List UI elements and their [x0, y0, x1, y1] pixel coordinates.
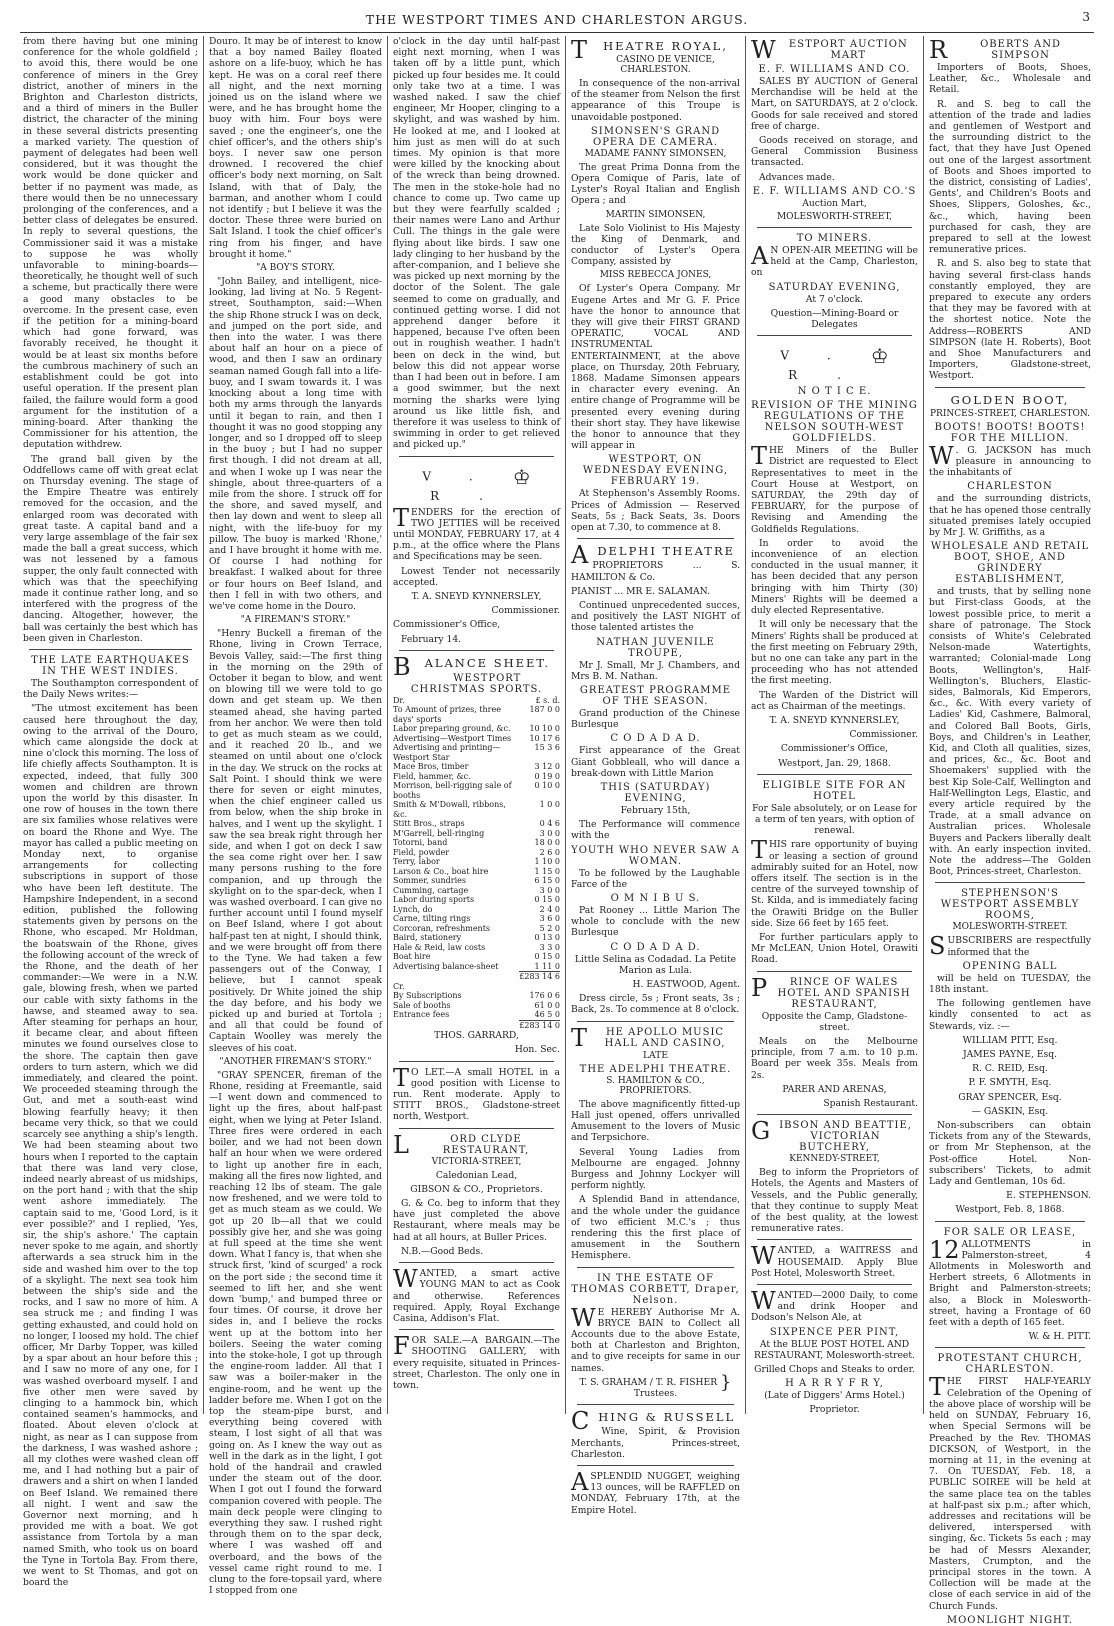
article-text: Douro. It may be of interest to know that a boy named Bailey floated ashore on a life-buoy, which he has kept. He was on a coral reef there all night, and the next morning joined us on the island where we were, and he has brought home the buoy with him. Four boys were saved ; one the engineer's, one the chief officer's, and the others ship's boys. I never saw one person drowned. I recovered the chief officer's body next morning, on Salt Island, with that of Daly, the barman, and another whom I could not identify ; but I believe it was the doctor. These three were buried on Salt Island. I took the chief officer's ring from his finger, and have brought it home." [209, 36, 382, 260]
signature: PARER AND ARENAS, [782, 1083, 887, 1095]
advert-heading: L ORD CLYDE RESTAURANT, [393, 1130, 530, 1159]
drop-cap: W [751, 1242, 776, 1271]
balance-row: Advertising—Westport Times 10 17 6 [393, 733, 560, 743]
advert-subheading: VICTORIA-STREET, [431, 1156, 522, 1167]
advert-subheading: MARTIN SIMONSEN, [605, 209, 706, 220]
balance-row: Smith & M'Dowall, ribbons, &c. 1 0 0 [393, 800, 560, 819]
advert-heading: YOUTH WHO NEVER SAW A WOMAN. [571, 844, 740, 867]
advert-heading: ELIGIBLE SITE FOR AN HOTEL [762, 779, 907, 802]
signature: T. A. SNEYD KYNNERSLEY, [769, 714, 900, 726]
cr-label: Cr. [393, 981, 405, 991]
advert-text: and trusts, that by selling none but First-class Goods, at the lowest possible price, to merit a share of patronage. The Stock consists of White's Celebrated Nelson-made Watertights, warranted; Colonial-made Long Boots, Wellington's, Half-Wellington's, Bluchers, Elastic-sides, Balmorals, Kid Emperors, &c., &c. With every variety of Ladies' Kid, Cashmere, Balmoral, and Colored Ball Boots, Girls, Boys, and Children's in Leather, Kid, and Cloth all qualities, sizes, and prices, &c., &c. Boot and Shoemakers' supplied with the best Kip Sole-Calf, Wellington and Half-Wellington Legs, Elastic, and every article required by the Trade, at a small advance on Australian prices. Wholesale Buyers and Packers liberally dealt with. An early inspection invited. Note the address—The Golden Boot, Princes-street, Charleston. [929, 586, 1091, 878]
advert-line: At the BLUE POST HOTEL AND RESTAURANT, Molesworth-street. [754, 1338, 915, 1361]
column-6 [924, 36, 1096, 1626]
advert-text: Grand production of the Chinese Burlesque [571, 707, 740, 731]
article-text: o'clock in the day until half-past eight next morning, when I was taken off by a little punt, which picked up four besides me. It could only take two at a time. I was washed naked. I saw the chief engineer, Mr Hooper, clinging to a skylight, and was washed by him. He looked at me, and I looked at him just as men will do at such times. My opinion is that more were killed by the knocking about of the wreck than being drowned. The men in the stoke-hole had no chance to come up. Two came up but they were fearfully scalded ; their names were Lano and Arthur Cull. The things in the gale were flying about like birds. I saw one lady clinging to her husband by the after-companion, and I believe she was picked up next morning by the doctor of the Solent. The gale seemed to come on gradually, and continued getting worse. I did not apprehend danger before it happened, because I've often been out in roughish weather. I hadn't been on deck in the wind, but below this did not appear worse than I had been out in before. I am a good swimmer, but the next morning the sharks were lying around us like little fish, and therefore it was useless to think of swimming in order to get relieved and picked up." [393, 36, 560, 451]
balance-row: Cumming, cartage 3 0 0 [393, 885, 560, 895]
balance-row: Field, hammer, &c. 0 19 0 [393, 771, 560, 781]
advert-heading: NATHAN JUVENILE TROUPE, [596, 636, 715, 659]
advert-line: Grilled Chops and Steaks to order. [754, 1364, 915, 1376]
advert-line: H. EASTWOOD, Agent. [632, 978, 740, 990]
drop-cap: T [393, 1063, 410, 1092]
date: Westport, Feb. 8, 1868. [955, 1204, 1065, 1216]
advert-heading: P RINCE OF WALES HOTEL AND SPANISH RESTAURANT, [751, 973, 911, 1010]
balance-sheet-subheading: WESTPORT CHRISTMAS SPORTS. [410, 672, 543, 695]
drop-cap: P [751, 973, 769, 1002]
article-text: The grand ball given by the Oddfellows came off with great eclat on Thursday evening. The stage of the Empire Theatre was entirely removed for the occasion, and the enlarged room was decorated with great taste. A capital band and a very large assemblage of the fair sex made the ball a great success, which was not lessened by a famous supper, the only fault connected with which was that the speechifying made it continue rather long, and so interfered with the progress of the dancing. Altogether, however, the ball was certainly the best which has been given in Charleston. [23, 453, 198, 644]
balance-row: Advertising and printing—Westport Star 15 3 6 [393, 743, 560, 762]
drop-cap: T [571, 36, 590, 64]
balance-row: Field, powder 2 6 0 [393, 847, 560, 857]
advert-heading: OPENING BALL [962, 960, 1058, 972]
advert-subheading: MISS REBECCA JONES, [599, 270, 712, 281]
advert-text: G. & Co. beg to inform that they have just completed the above Restaurant, where meals may be had at all hours, at Buller Prices. [393, 1198, 560, 1243]
advert-heading: THIS (SATURDAY) EVENING, [600, 781, 711, 804]
column-3 [388, 36, 566, 1414]
advert-subheading: KENNEDY-STREET, [789, 1154, 880, 1165]
divider [399, 650, 554, 651]
drop-cap: B [393, 652, 413, 681]
divider [577, 1267, 734, 1268]
advert-text: WANTED—2000 Daily, to come and drink Hooper and Dodson's Nelson Ale, at [751, 1287, 918, 1324]
advert-heading: BOOTS! BOOTS! BOOTS! FOR THE MILLION. [934, 421, 1086, 444]
dr-label: Dr. [393, 695, 405, 705]
advert-text: Continued unprecedented succes, and positively the LAST NIGHT of those talented artistes the [571, 599, 740, 634]
advert-heading: W ESTPORT AUCTION MART [751, 36, 908, 64]
balance-sheet-heading: B ALANCE SHEET. [393, 652, 551, 681]
divider [577, 1021, 734, 1022]
article-subheading: "A BOY'S STORY. [256, 263, 335, 274]
advert-heading: MOONLIGHT NIGHT. [946, 1614, 1074, 1626]
advert-heading: R OBERTS AND SIMPSON [929, 36, 1061, 64]
drop-cap: A [571, 1467, 589, 1496]
advert-heading: C O D A D A D. [610, 941, 701, 953]
advert-text: Late Solo Violinist to His Majesty the King of Denmark, and conductor of Lyster's Opera Company, assisted by [571, 222, 740, 268]
advert-subheading: MOLESWORTH-STREET, [776, 212, 893, 223]
column-1 [18, 36, 204, 1589]
date: Westport, Jan. 29, 1868. [778, 757, 891, 769]
article-text: "The utmost excitement has been caused here throughout the day, owing to the arrival of the Douro, which came alongside the dock at nine o'clock this morning. The loss of life chiefly affects Southampton. It is expected, indeed, that fully 300 women and children are thrown upon the world by this disaster. In one row of houses in the town there are six families whose relatives were on board the Rhone and Wye. The mayor has called a public meeting on Monday next, to organise arrangements for collecting subscriptions in support of those who have been left destitute. The Hampshire Independent, in a second edition, published the following statements given by persons on the Rhone, who escaped. Mr Holdman, the boatswain of the Rhone, gives the following account of the wreck of the Rhone, and the death of her commander:—We were in a N.W. gale, blowing fresh, when we parted our cable with sixty fathoms in the hawse, and steamed away to sea. After steaming for perhaps an hour, it became clear, and about fifteen minutes we found ourselves close to the shore. The captain then gave orders to turn astern, which we did immediately, and cleared the point. We proceeded steaming through the Gut, and met a south-east wind blowing fearfully heavy; it then became very thick, so that we could scarcely see anything a ship's length. We had been steaming about two hours when I reported to the captain that there was land very close, indeed nearly abreast of us midships, on the port hand ; with that the ship went ashore immediately. The captain said to me, 'Good Lord, is it ever possible?' and I replied, 'Yes, sir, the ship's ashore.' The captain never spoke to me again, and shortly afterwards a sea struck him in the side and washed him over to the top of a skylight. The next sea took him between the ship's side and the rocks, and I saw no more of him. A sea struck me ; and finding I was getting exhausted, and could hold on no longer, I loosed my hold. The chief officer, Mr Darby Topper, was killed by a spar about an hour before this ; and I saw no more of any one, for I was washed overboard myself. I and five other men were saved by clinging to a hammock bin, which contained seamen's hammocks, and floated. About eleven o'clock at night, as near as I can suppose from the darkness, I was washed ashore ; all my clothes were washed clean off me, and I had nothing but a pair of drawers and a shirt on when I landed on Beef Island. We remained there all night. I went and saw the Governor next morning, and h provided me with a boat. We got assistance from Tortola by a man named Smith, who took us on board the Tyne in Tortola Bay. From there, we went to St Thomas, and got on board the [23, 703, 198, 1589]
divider [935, 387, 1085, 388]
masthead-title: THE WESTPORT TIMES AND CHARLESTON ARGUS. [365, 11, 749, 27]
trustees: T. S. GRAHAM / T. R. FISHER } Trustees. [579, 1371, 732, 1400]
divider [399, 456, 554, 457]
advert-sale: FOR SALE.—A BARGAIN.—The SHOOTING GALLERY, with every requisite, situated in Princes-street, Charleston. The only one in town. [393, 1332, 560, 1391]
office: Commissioner's Office, [393, 619, 501, 631]
drop-cap: S [929, 932, 946, 961]
lsd-label: £ s. d. [535, 695, 560, 705]
balance-row: Mace Bros, timber 3 12 0 [393, 762, 560, 772]
divider [577, 1465, 734, 1466]
drop-cap: R [929, 36, 949, 64]
advert-text: Wine, Spirit, & Provision Merchants, Princes-street, Charleston. [571, 1426, 740, 1460]
balance-row: To Amount of prizes, three days' sports 187 0 0 [393, 705, 560, 724]
advert-text: The Warden of the District will act as Chairman of the meetings. [751, 689, 918, 712]
advert-heading: SATURDAY EVENING, [768, 281, 901, 293]
drop-number: 12 [929, 1235, 960, 1264]
tender-notice: TENDERS for the erection of TWO JETTIES will be received until MONDAY, FEBRUARY 17, at 4 p.m., at the office where the Plans and Specifications may be seen. [393, 503, 560, 563]
advert-heading: SIMONSEN'S GRAND OPERA DE CAMERA. [590, 125, 721, 148]
advert-line: Proprietor. [809, 1404, 860, 1416]
advert-line: (Late of Diggers' Arms Hotel.) [764, 1390, 905, 1402]
advert-text: Goods received on storage, and General Commission Business transacted. [751, 135, 918, 169]
advert-line: LATE [642, 1049, 669, 1061]
advert-heading: FOR SALE OR LEASE, [943, 1226, 1077, 1238]
divider [757, 774, 912, 775]
balance-row: Carne, tilting rings 3 6 0 [393, 914, 560, 924]
advert-text: Of Lyster's Opera Company. Mr Eugene Artes and Mr G. F. Price have the honor to announce that they will give their FIRST GRAND OPERATIC, VOCAL AND INSTRUMENTAL ENTERTAINMENT, at the above place, on Thursday, 20th February, 1868. Madame Simonsen appears in character every evening. An entire change of Programme will be presented every evening during their short stay. They have likewise the honor to announce that they will appear in [571, 283, 740, 452]
advert-heading: WESTPORT, ON WEDNESDAY EVENING, FEBRUARY 19. [582, 454, 729, 488]
divider [757, 227, 912, 228]
balance-row: Lynch, do 2 4 0 [393, 904, 560, 914]
advert-text: In consequence of the non-arrival of the steamer from Nelson the first appearance of this Troupe is unavoidable postponed. [571, 78, 740, 123]
steward-name: P. F. SMYTH, Esq. [968, 1077, 1052, 1089]
advert-heading: T HE APOLLO MUSIC HALL AND CASINO, [571, 1023, 726, 1052]
advert-subheading: PRINCES-STREET, CHARLESTON. [929, 408, 1090, 419]
article-text: The Southampton correspondent of the Daily News writes:— [23, 677, 198, 701]
drop-cap: T [751, 442, 768, 471]
advert-text: Pat Rooney ... Little Marion The whole to conclude with the new Burlesque [571, 904, 740, 939]
advert-text: In order to avoid the inconvenience of an election conducted in the usual manner, it has been decided that any person bringing with him Thirty (30) Miners' Rights will be deemed a duly elected Representative. [751, 537, 918, 617]
drop-cap: T [571, 1023, 589, 1052]
advert-heading: O M N I B U S. [610, 892, 701, 904]
steward-name: WILLIAM PITT, Esq. [962, 1034, 1058, 1046]
advert-text: R. and S. also beg to state that having several first-class hands constantly employed, they are prepared to execute any orders that they may be favored with at the shortest notice. Note the Address—ROBERTS AND SIMPSON (late H. Roberts), Boot and Shoe Manufacturers and Importers, Gladstone-street, Westport. [929, 258, 1091, 382]
balance-row: By Subscriptions 176 0 6 [393, 991, 560, 1001]
advert-text: For further particulars apply to Mr McLEAN, Union Hotel, Orawiti Road. [751, 931, 918, 966]
divider [935, 1347, 1085, 1348]
advert-text: WANTED, a WAITRESS and HOUSEMAID. Apply Blue Post Hotel, Molesworth Street. [751, 1242, 918, 1279]
drop-cap: W [393, 1265, 418, 1294]
advert-text: The following gentlemen have kindly consented to act as Stewards, viz. :— [929, 998, 1091, 1032]
advert-text: N.B.—Good Beds. [401, 1245, 484, 1257]
advert-heading: PROTESTANT CHURCH, CHARLESTON. [937, 1353, 1083, 1376]
advert-heading: WHOLESALE AND RETAIL BOOT, SHOE, AND GRINDERY ESTABLISHMENT, [930, 541, 1090, 586]
total: £283 14 6 [519, 972, 560, 982]
columns [18, 36, 1096, 1626]
advert-text: Several Young Ladies from Melbourne are engaged. Johnny Burgess and Johnny Lockyer will perform nightly. [571, 1146, 740, 1192]
advert-text: A Splendid Band in attendance, and the whole under the guidance of two efficient M.C.'s ; thus rendering this the first place of amusement in the Southern Hemisphere. [571, 1194, 740, 1262]
article-text: "Henry Buckell a fireman of the Rhone, living in Crown Terrace, Bevois Valley, said:—The first thing in the morning on the 29th of October it began to blow, and went on blowing till we were told to go down and get steam up. We then steamed ahead, she having parted from her anchor. We were then told to get as much steam as we could, and it reached 20 lb., and we steamed on until about one o'clock in the day. We struck on the rocks at Salt Point. I should think we were there for seven or eight minutes, when the chief engineer called us from below, when the ship broke in halves, and I went up the skylight. I saw the sea break right through her side, and when I got on deck I saw the sea come right over her. I saw many persons rushing to the fore companion, and up through the skylight on to the spar-deck, when I was washed overboard. I can give no further account until I found myself on Beef Island, where I got about half-past ten at night, I should think, and we were brought off from there to the Tyne. We had taken a few passengers out of the Conway, I believe, but I cannot speak positively. Dr White joined the ship the day before, and his body we picked up and buried at Tortola ; and all that could be found of Captain Woolley was merely the sleeves of his coat. [209, 628, 382, 1054]
divider [757, 1239, 912, 1240]
advert-heading: STEPHENSON'S WESTPORT ASSEMBLY ROOMS, [940, 888, 1080, 922]
masthead [20, 6, 1094, 33]
stewards-list [929, 1035, 1091, 1117]
drop-cap: C [571, 1407, 592, 1436]
drop-cap: W [751, 1287, 776, 1316]
advert-heading: TO MINERS. [796, 233, 873, 245]
divider [577, 538, 734, 539]
divider [399, 1329, 554, 1330]
balance-row: Advertising balance-sheet 1 11 0 [393, 961, 560, 971]
signature-role: Commissioner. [849, 729, 918, 741]
divider [577, 1404, 734, 1405]
advert-heading: THE ADELPHI THEATRE. [579, 1063, 732, 1075]
balance-row: Baird, stationery 0 13 0 [393, 933, 560, 943]
signature-role: Spanish Restaurant. [823, 1098, 918, 1109]
advert-text: The above magnificently fitted-up Hall just opened, offers unrivalled Amusement to the lovers of Music and Terpsichore. [571, 1098, 740, 1144]
royal-notice-header: V.♔R. [780, 344, 889, 383]
balance-row: Totorni, band 18 0 0 [393, 838, 560, 848]
date: February 14. [401, 633, 462, 645]
advert-heading: ADELPHI THEATRE [571, 541, 736, 570]
royal-crest-icon: ♔ [870, 344, 889, 369]
advert-subheading: S. HAMILTON & CO., PROPRIETORS. [606, 1075, 705, 1096]
royal-crest-icon: ♔ [512, 464, 531, 489]
advert-line: Auction Mart, [802, 197, 867, 209]
advert-text: At Stephenson's Assembly Rooms. Prices of Admission — Reserved Seats, 5s ; Back Seats, 3s. Doors open at 7.30, to commence at 8. [571, 488, 740, 534]
balance-row: M'Garrell, bell-ringing 3 0 0 [393, 828, 560, 838]
advert-text: Mr J. Small, Mr J. Chambers, and Mrs B. M. Nathan. [571, 659, 740, 682]
drop-cap: A [751, 242, 769, 271]
drop-cap: W [929, 441, 954, 470]
advert-text: To be followed by the Laughable Farce of the [571, 867, 740, 890]
page-number: 3 [1082, 10, 1090, 24]
signature: T. A. SNEYD KYNNERSLEY, [411, 590, 542, 602]
royal-notice-header: V.♔R. [422, 464, 531, 503]
column-2 [204, 36, 388, 1597]
balance-row: Boat hire 0 15 0 [393, 952, 560, 962]
office: Commissioner's Office, [780, 743, 889, 755]
advert-text: ASPLENDID NUGGET, weighing 13 ounces, will be RAFFLED on MONDAY, February 17th, at the Empire Hotel. [571, 1467, 740, 1516]
advert-heading: GREATEST PROGRAMME OF THE SEASON. [579, 684, 732, 707]
advert-text: Non-subscribers can obtain Tickets from any of the Stewards, or from Mr Stephenson, at the Post-office Hotel. Non-subscribers' Tickets, to admit Lady and Gentleman, 10s 6d. [929, 1120, 1091, 1188]
advert-text: SALES BY AUCTION of General Merchandise will be held at the Mart, on SATURDAYS, at 2 o'clock. Goods for sale received and stored free of charge. [751, 76, 918, 132]
advert-line: PROPRIETORS ... S. HAMILTON & Co. [571, 560, 740, 583]
advert-heading: N O T I C E. [797, 386, 872, 398]
drop-cap: T [393, 503, 410, 532]
advert-text: THE FIRST HALF-YEARLY Celebration of the Opening of the above place of worship will be held on SUNDAY, February 16, when Special Sermons will be Preached by the Rev. THOMAS DICKSON, of Westport, in the morning at 11, in the evening at 7. On TUESDAY, Feb. 18, a PUBLIC SOIREE will be held at the same place tea on the tables at half-past six p.m.; after which, addresses and recitations will be delivered, interspersed with singing, &c. Tickets 5s each ; may be had of Messrs Alexander, Masters, Crumpton, and the principal stores in the town. A Collection will be made at the close of each service in aid of the Church Funds. [929, 1373, 1091, 1612]
advert-text: will be held on TUESDAY, the 18th instant. [929, 972, 1091, 995]
advert-heading: C O D A D A D. [610, 733, 701, 745]
advert-heading: GIBSON AND BEATTIE, VICTORIAN BUTCHERY, [751, 1117, 912, 1154]
advert-tolet: T O LET.—A small HOTEL in a good position with License to run. Rent moderate. Apply to STITT BROS., Gladstone-street north, Westport. [393, 1063, 560, 1123]
steward-name: JAMES PAYNE, Esq. [962, 1049, 1058, 1061]
drop-cap: W [751, 36, 777, 64]
article-subheading: "ANOTHER FIREMAN'S STORY." [219, 1056, 372, 1067]
advert-text: It will only be necessary that the Miners' Rights shall be produced at the first meeting on February 29th, but no one can take any part in the proceeding who has not attended the first meeting. [751, 619, 918, 687]
advert-heading: E. F. WILLIAMS AND CO.'S [752, 185, 917, 197]
advert-line: February 15th, [620, 804, 691, 816]
balance-row: Labor preparing ground, &c. 10 10 0 [393, 724, 560, 734]
advert-text: For Sale absolutely, or on Lease for a term of ten years, with option of renewal. [752, 802, 917, 837]
divider [757, 335, 912, 336]
column-5 [746, 36, 924, 1414]
article-text: "GRAY SPENCER, fireman of the Rhone, residing at Freemantle, said—I went down and commenced to light up the fires, about half-past eight, when we lying at Peter Island. Three fires were ordered in each boiler, and we had not been down half an hour when we were ordered to light up another fire in each, making all the fires now lighted, and reaching 12 lbs of steam. The gale now freshened, and we were told to get as much steam as we could. We got up 20 lb—all that we could possibly give her, and she was going at full speed at the time she went down. What I fancy is, that when she struck first, 'kind of scurged' a rock on the port side ; the second time it seemed to lift her, and she went down 'bump,' and bumped three or four times. Of course, it drove her sides in, and I believe the rocks went up at the bottom into her boilers. Seeing the water coming into the stoke-hole, I got up through the engine-room ladder. All that I saw was a boiler-maker in the engine-room, and he went up the ladder before me. When I got on the top the steam-pipe burst, and everything being covered with steam, I lost sight of all that was going on. As I knew the way out as well in the dark as in the light, I got hold of the handrail and crawled under the steam out of the door. When I got out I found the forward companion covered with people. The main deck people were clinging to everything they saw. I rushed right through them on to the spar deck, where I was washed off and overboard, and the bows of the vessel came right round to me. I clung to the fore-topsail yard, where I stopped from one [209, 1069, 382, 1597]
advert-text: THE Miners of the Buller District are requested to Elect Representatives to meet in the Court House at Westport, on SATURDAY, the 29th day of FEBRUARY, for the purpose of Revising and Amending the Goldfields Regulations. [751, 442, 918, 535]
balance-row: Terry, labor 1 10 0 [393, 857, 560, 867]
advert-text: 12 ALLOTMENTS in Palmerston-street, 4 Allotments in Molesworth and Herbert streets, 6 Allotments in Bright and Palmerston-streets; also, a Block in Molesworth-street, having a Frontage of 60 feet with a depth of 165 feet. [929, 1235, 1091, 1329]
advert-text: R. and S. beg to call the attention of the trade and ladies and gentlemen of Westport and the surrounding district to the fact, that they have Just Opened out one of the largest assortment of Boots and Shoes imported to the district, consisting of Ladies', Gents', and Children's Boots and Shoes, Slippers, Goloshes, &c., &c., which, having been purchased for cash, they are prepared to sell at the lowest remunerative prices. [929, 98, 1091, 256]
drop-cap: W [571, 1303, 596, 1332]
advert-text: Advances made. [759, 171, 835, 183]
drop-cap: F [393, 1332, 410, 1361]
balance-row: Hale & Reid, law costs 3 3 0 [393, 942, 560, 952]
divider [757, 1114, 912, 1115]
drop-cap: T [929, 1373, 946, 1402]
advert-heading: H A R R Y F R Y, [785, 1378, 884, 1390]
advert-text: First appearance of the Great Giant Gobbleall, who will dance a break-down with Little Marion [571, 745, 740, 779]
advert-line: Caledonian Lead, [435, 1169, 518, 1181]
article-text: from there having but one mining conference for the whole goldfield ; to avoid this, there would be one conference of miners in the Grey district, another of miners in the Brighton and Charleston districts, and a third of miners in the Buller district, the character of the mining in these several districts presenting a marked variety. The question of payment of delegates had been well considered, but it was thought the work would be done quicker and better if no payment was made, as there would then be no unnecessary prolonging of the conferences, and a better class of delegates be ensured. In reply to several questions, the Commissioner said it was a mistake to suppose he was wholly unfavorable to mining-boards—theoretically, he thought well of such a scheme, but practically there were a good many obstacles to be overcome. In the present case, even if the petition for a mining-board which had gone forward, was favorably received, he thought it would be at least six months before the cumbrous machinery of such an establishment could be got into useful operation. If the present plan failed, the failure would form a good argument for the institution of a mining-board. After thanking the Commissioner for his attention, the deputation withdrew. [23, 36, 198, 451]
divider [757, 971, 912, 972]
advert-line: Opposite the Camp, Gladstone-street. [761, 1010, 908, 1033]
balance-row: Entrance fees 46 5 0 [393, 1010, 560, 1020]
divider [399, 1262, 554, 1263]
advert-heading: GOLDEN BOOT, [950, 392, 1070, 407]
divider [935, 882, 1085, 883]
advert-text: THIS rare opportunity of buying or leasing a section of ground admirably suited for an Hotel, now offers itself. The section is in the centre of the surveyed township of St. Kilda, and is immediately facing the Orawiti Bridge on the Buller side. Size 66 feet by 165 feet. [751, 836, 918, 929]
advert-subheading: MADAME FANNY SIMONSEN, [584, 148, 727, 159]
advert-text: The great Prima Donna from the Opera Comique of Paris, late of Lyster's Royal Italian and English Opera ; and [571, 161, 740, 207]
advert-text: Importers of Boots, Shoes, Leather, &c., Wholesale and Retail. [929, 62, 1091, 96]
total: £283 14 0 [519, 1020, 560, 1030]
signature-role: Hon. Sec. [514, 1044, 560, 1056]
advert-subheading: MOLESWORTH-STREET. [952, 922, 1068, 933]
drop-cap: G [751, 1117, 772, 1146]
column-4 [566, 36, 746, 1516]
divider [935, 1221, 1085, 1222]
advert-subheading: REVISION OF THE MINING REGULATIONS OF THE NELSON SOUTH-WEST GOLDFIELDS. [751, 400, 918, 445]
divider [399, 1061, 554, 1062]
balance-row: Larson & Co., boat hire 1 15 0 [393, 866, 560, 876]
steward-name: — GASKIN, Esq. [971, 1105, 1049, 1117]
advert-text: Meals on the Melbourne principle, from 7 a.m. to 10 p.m. Board per week 35s. Meals from 2s. [751, 1035, 918, 1081]
advert-heading: CHING & RUSSELL [571, 1407, 736, 1436]
advert-text: W E HEREBY Authorise Mr A. BRYCE BAIN to Collect all Accounts due to the above Estate, both at Charleston and Brighton, and to give receipts for same in our names. [571, 1303, 740, 1374]
balance-sheet-table [393, 696, 560, 1031]
advert-line: At 7 o'clock. [805, 293, 864, 305]
balance-row: Labor during sports 0 15 0 [393, 895, 560, 905]
balance-row: Sale of booths 61 0 0 [393, 1000, 560, 1010]
divider [29, 649, 192, 650]
advert-text: Little Selina as Codadad. La Petite Marion as Lula. [574, 953, 737, 976]
balance-row: Morrison, bell-rigging sale of booths 0 10 0 [393, 781, 560, 800]
advert-line: PIANIST ... MR E. SALAMAN. [571, 585, 711, 597]
article-text: "John Bailey, and intelligent, nice-looking, lad living at No. 5 Regent-street, Southampton, said:—When the ship Rhone struck I was on deck, and jumped on the port side, and then into the water. I was there about half an hour on a piece of wood, and then I saw an ordinary seaman named Gough fall into a life-buoy, and I swam towards it. I was knocking about a long time with both my arms through the lanyards until it began to rain, and then I thought it was no good stopping any longer, and so I dropped off to sleep in the buoy ; but I had no supper first though. I did not dream at all, and when I woke up I was near the shingle, about three-quarters of a mile from the shore. I struck off for the shore, and saved myself, and then lay down and went to sleep all night, with the life-buoy for my pillow. The buoy is marked 'Rhone,' and I have brought it home with me. Of course I had nothing for breakfast. I walked about for three or four hours on Beef Island, and then I fell in with two others, and we've come home in the Douro. [209, 276, 382, 612]
drop-cap: L [393, 1130, 410, 1159]
tender-text: Lowest Tender not necessarily accepted. [393, 565, 560, 588]
advert-heading: T HEATRE ROYAL, [571, 36, 728, 64]
advert-heading: IN THE ESTATE OF THOMAS CORBETT, Draper, Nelson. [571, 1272, 740, 1306]
steward-name: R. C. REID, Esq. [972, 1063, 1048, 1075]
article-heading: THE LATE EARTHQUAKES IN THE WEST INDIES. [31, 654, 190, 677]
advert-text: Beg to inform the Proprietors of Hotels, the Agents and Masters of Vessels, and the Public generally, that they continue to supply Meat of the best quality, at the lowest remunerative rates. [751, 1167, 918, 1235]
advert-line: GIBSON & CO., Proprietors. [410, 1183, 543, 1195]
advert-text: A N OPEN-AIR MEETING will be held at the Camp, Charleston, on [751, 242, 918, 279]
divider [399, 1128, 554, 1129]
signature: E. STEPHENSON. [1006, 1190, 1091, 1202]
signature-role: Commissioner. [491, 605, 560, 617]
advert-heading: CHARLESTON [967, 481, 1053, 493]
advert-text: Dress circle, 5s ; Front seats, 3s ; Back, 2s. To commence at 8 o'clock. [571, 993, 740, 1016]
advert-line: Question—Mining-Board or Delegates [770, 307, 899, 331]
advert-heading: SIXPENCE PER PINT, [769, 1326, 900, 1338]
advert-text: The Performance will commence with the [571, 819, 740, 842]
steward-name: GRAY SPENCER, Esq. [958, 1091, 1062, 1103]
advert-text: W . G. JACKSON has much pleasure in announcing to the inhabitants of [929, 441, 1091, 479]
drop-cap: A [571, 541, 591, 570]
balance-row: Corcoran, refreshments 5 2 0 [393, 923, 560, 933]
advert-wanted: WANTED, a smart active YOUNG MAN to act as Cook and otherwise. References required. Apply, Royal Exchange Casina, Addison's Flat. [393, 1265, 560, 1324]
balance-row: Stitt Bros., straps 0 4 6 [393, 819, 560, 829]
advert-text: SUBSCRIBERS are respectfully informed that the [929, 932, 1091, 961]
balance-row: Sommer, sundries 6 15 0 [393, 876, 560, 886]
signature: W. & H. PITT. [1028, 1331, 1091, 1343]
divider [757, 1284, 912, 1285]
article-subheading: "A FIREMAN'S STORY." [240, 615, 351, 626]
drop-cap: T [751, 836, 768, 865]
advert-text: and the surrounding districts, that he has opened those centrally situated premises lately occupied by Mr J. W. Griffiths, as a [929, 493, 1091, 538]
signature: THOS. GARRARD, [434, 1030, 519, 1042]
advert-subheading: CASINO DE VENICE, CHARLESTON. [616, 55, 715, 75]
advert-subheading: E. F. WILLIAMS AND CO. [758, 64, 911, 75]
